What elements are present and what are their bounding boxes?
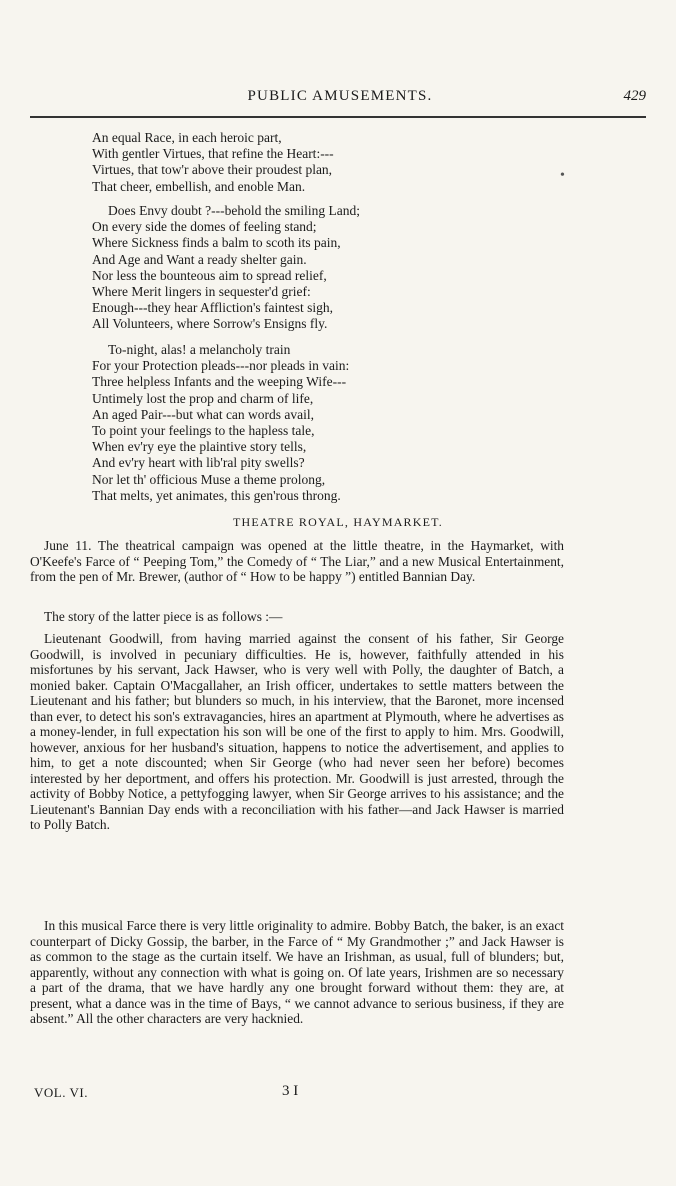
poem-line: Nor less the bounteous aim to spread relief, [92, 267, 327, 283]
poem-stanza-3 [92, 342, 532, 504]
poem-line: That cheer, embellish, and enoble Man. [92, 178, 306, 194]
prose-paragraph [30, 918, 564, 1027]
poem-stanza-2 [92, 203, 532, 333]
poem-line: Where Sickness finds a balm to scoth its pain, [92, 235, 341, 251]
poem-line: Does Envy doubt ?---behold the smiling Land; [108, 203, 360, 218]
poem-line: And Age and Want a ready shelter gain. [92, 251, 307, 267]
paragraph-text: In this musical Farce there is very little originality to admire. Bobby Batch, the baker, is an exact counterpart of Dicky Gossip, the barber, in the Farce of “ My Grandmother ;” and Jack Hawser is as common to the stage as the curtain itself. We have an Irishman, as usual, full of blunders; but, apparently, without any connection with what is going on. Of late years, Irishmen are so necessary a part of the drama, that we have hardly any one brought forward without them: they are, at present, what a dance was in the time of Bays, “ we cannot advance to serious business, if they are absent.” All the other characters are very hacknied. [30, 918, 564, 1026]
paragraph-text: June 11. The theatrical campaign was opened at the little theatre, in the Haymarket, with O'Keefe's Farce of “ Peeping Tom,” the Comedy of “ The Liar,” and a new Musical Entertainment, from the pen of Mr. Brewer, (author of “ How to be happy ”) entitled Bannian Day. [30, 538, 564, 584]
poem-line: For your Protection pleads---nor pleads in vain: [92, 358, 350, 374]
prose-paragraph [30, 609, 564, 625]
page-number: 429 [623, 88, 646, 104]
poem-stanza-1 [92, 130, 532, 195]
poem-line: That melts, yet animates, this gen'rous throng. [92, 487, 341, 503]
paragraph-text: The story of the latter piece is as follows :— [44, 609, 283, 624]
poem-line: With gentler Virtues, that refine the Heart:--- [92, 146, 334, 162]
section-title: THEATRE ROYAL, HAYMARKET. [233, 515, 443, 529]
prose-paragraph [30, 631, 564, 833]
volume-signature: VOL. VI. [34, 1085, 88, 1100]
running-head: PUBLIC AMUSEMENTS. [247, 88, 433, 104]
poem-line: To-night, alas! a melancholy train [108, 342, 291, 357]
poem-line: Enough---they hear Affliction's faintest sigh, [92, 300, 334, 316]
poem-line: Nor let th' officious Muse a theme prolong, [92, 471, 326, 487]
header-rule [30, 116, 646, 118]
prose-paragraph [30, 538, 564, 585]
poem-line: All Volunteers, where Sorrow's Ensigns fly. [92, 316, 328, 332]
poem-line: And ev'ry heart with lib'ral pity swells? [92, 455, 305, 471]
poem-line: When ev'ry eye the plaintive story tells, [92, 439, 307, 455]
poem-line: To point your feelings to the hapless tale, [92, 423, 315, 439]
page-header [30, 88, 650, 110]
poem-line: Untimely lost the prop and charm of life, [92, 390, 314, 406]
poem-line: An aged Pair---but what can words avail, [92, 406, 315, 422]
ink-speck: • [560, 168, 565, 183]
poem-line: An equal Race, in each heroic part, [92, 130, 282, 145]
sheet-mark: 3 I [282, 1083, 299, 1099]
poem-line: Virtues, that tow'r above their proudest plan, [92, 162, 333, 178]
poem-line: On every side the domes of feeling stand; [92, 219, 317, 235]
page-footer [30, 1085, 430, 1103]
paragraph-text: Lieutenant Goodwill, from having married against the consent of his father, Sir George Goodwill, is involved in pecuniary difficulties. He is, however, faithfully attended in his misfortunes by his servant, Jack Hawser, who is very well with Polly, the daughter of Batch, a monied baker. Captain O'Macgallaher, an Irish officer, undertakes to settle matters between the Lieutenant and his father; but blunders so much, in his interview, that the Baronet, more incensed than ever, to detect his son's extravagancies, hires an apartment at Plymouth, where he advertises as a money-lender, in full expectation his son will be one of the first to apply to him. Mrs. Goodwill, however, anxious for her husband's situation, happens to notice the advertisement, and applies to him, to get a note discounted; when Sir George (who had never seen her before) becomes interested by her deportment, and offers his protection. Mr. Goodwill is just arrested, through the activity of Bobby Notice, a pettyfogging lawyer, when Sir George arrives to his assistance; and the Lieutenant's Bannian Day ends with a reconciliation with his father—and Jack Hawser is married to Polly Batch. [30, 631, 564, 832]
poem-line: Where Merit lingers in sequester'd grief: [92, 284, 311, 300]
poem-line: Three helpless Infants and the weeping Wife--- [92, 374, 347, 390]
